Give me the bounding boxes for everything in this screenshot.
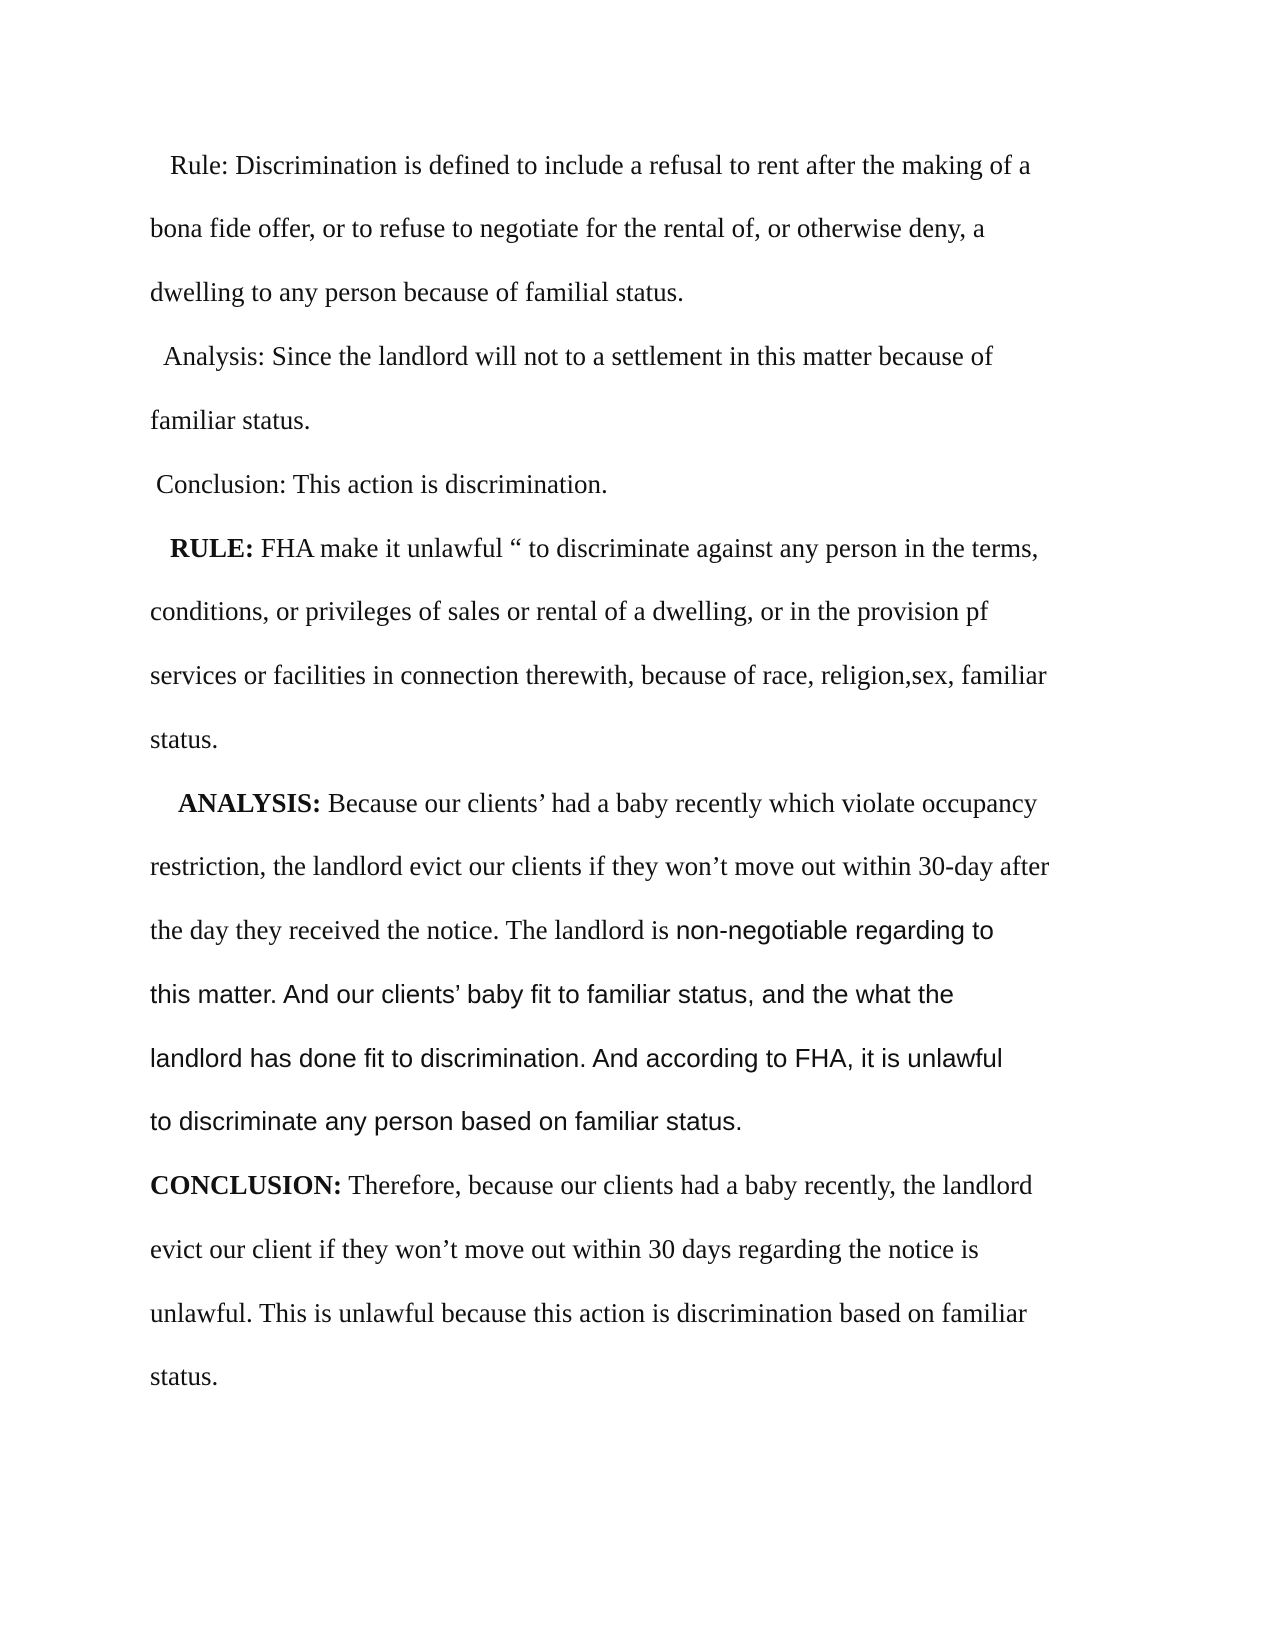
fha-conclusion-label: CONCLUSION: [150,1170,343,1200]
rule-paragraph-line-2: bona fide offer, or to refuse to negotiate for the rental of, or otherwise deny, a [150,213,985,243]
fha-analysis-label: ANALYSIS: [178,788,322,818]
fha-conclusion-line-4: status. [150,1361,219,1391]
fha-conclusion-line-1 [150,1168,1032,1202]
fha-rule-line-2: conditions, or privileges of sales or rental of a dwelling, or in the provision pf [150,596,989,626]
fha-conclusion-text: Therefore, because our clients had a baby recently, the landlord [342,1170,1033,1200]
fha-rule-line-4: status. [150,724,219,754]
fha-analysis-line-3-serif: the day they received the notice. The landlord is [150,915,676,945]
fha-analysis-line-2: restriction, the landlord evict our clients if they won’t move out within 30-day after [150,851,1050,881]
fha-analysis-text: Because our clients’ had a baby recently which violate occupancy [321,788,1038,818]
fha-analysis-line-3-sans: non-negotiable regarding to [675,915,994,945]
fha-rule-line-1 [170,531,1038,565]
analysis-paragraph-line-2: familiar status. [150,405,311,435]
fha-analysis-line-6: to discriminate any person based on familiar status. [150,1106,743,1136]
analysis-paragraph-line-1: Analysis: Since the landlord will not to a settlement in this matter because of [163,341,994,371]
fha-rule-label: RULE: [170,533,255,563]
rule-paragraph-line-1: Rule: Discrimination is defined to include a refusal to rent after the making of a [170,150,1031,180]
fha-analysis-line-3 [150,913,994,947]
conclusion-paragraph-line-1: Conclusion: This action is discrimination. [156,469,608,499]
fha-rule-text: FHA make it unlawful “ to discriminate against any person in the terms, [254,533,1039,563]
fha-conclusion-line-2: evict our client if they won’t move out within 30 days regarding the notice is [150,1234,979,1264]
fha-analysis-line-5: landlord has done fit to discrimination. And according to FHA, it is unlawful [150,1043,1003,1073]
rule-paragraph-line-3: dwelling to any person because of familial status. [150,277,684,307]
fha-conclusion-line-3: unlawful. This is unlawful because this action is discrimination based on familiar [150,1298,1027,1328]
fha-analysis-line-4: this matter. And our clients’ baby fit to familiar status, and the what the [150,979,955,1009]
fha-analysis-line-1 [178,786,1037,820]
fha-rule-line-3: services or facilities in connection therewith, because of race, religion,sex, familiar [150,660,1047,690]
